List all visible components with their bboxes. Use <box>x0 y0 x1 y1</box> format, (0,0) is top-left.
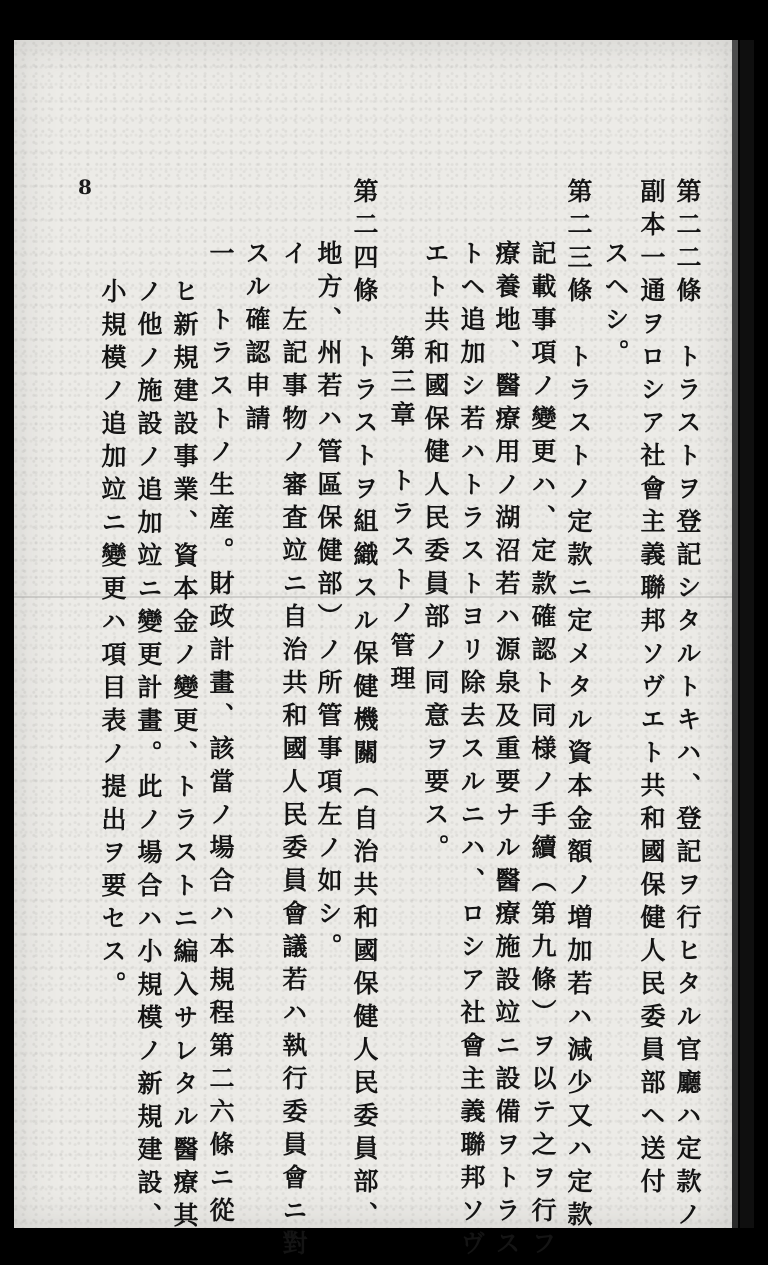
text-column-17: 小規模ノ追加竝ニ變更ハ項目表ノ提出ヲ要セス。 <box>98 278 127 1004</box>
text-column-12: イ 左記事物ノ審査竝ニ自治共和國人民委員會議若ハ執行委員會ニ對 <box>279 240 308 1263</box>
text-column-7: トヘ追加シ若ハトラストヨリ除去スルニハ、ロシア社會主義聯邦ソヴ <box>457 240 486 1263</box>
text-column-1: 第二二條 トラストヲ登記シタルトキハ、登記ヲ行ヒタル官廳ハ定款ノ <box>673 178 702 1234</box>
page-number: 8 <box>78 175 92 199</box>
book-spine-edge <box>732 40 738 1228</box>
text-column-2: 副本一通ヲロシア社會主義聯邦ソヴエト共和國保健人民委員部ヘ送付 <box>637 178 666 1201</box>
text-column-6: 療養地、醫療用ノ湖沼若ハ源泉及重要ナル醫療施設竝ニ設備ヲトラス <box>492 240 521 1263</box>
text-column-13: スル確認申請 <box>242 240 271 438</box>
text-column-15: ヒ新規建設事業、資本金ノ變更、トラストニ編入サレタル醫療其 <box>170 278 199 1235</box>
text-column-10: 第二四條 トラストヲ組織スル保健機關（自治共和國保健人民委員部、 <box>350 178 379 1234</box>
text-column-3: スヘシ。 <box>601 240 630 372</box>
chapter-heading: 第三章 トラストノ管理 <box>387 335 416 698</box>
text-column-16: ノ他ノ施設ノ追加竝ニ變更計畫。此ノ場合ハ小規模ノ新規建設、 <box>134 278 163 1235</box>
text-column-11: 地方、州若ハ管區保健部）ノ所管事項左ノ如シ。 <box>314 240 343 966</box>
book-spine-shadow <box>740 40 754 1228</box>
text-column-4: 第二三條 トラストノ定款ニ定メタル資本金額ノ増加若ハ減少又ハ定款 <box>564 178 593 1234</box>
text-column-5: 記載事項ノ變更ハ、定款確認ト同様ノ手續（第九條）ヲ以テ之ヲ行フ <box>528 240 557 1263</box>
text-column-14: 一 トラストノ生産。財政計畫、該當ノ場合ハ本規程第二六條ニ從 <box>206 240 235 1230</box>
text-column-8: エト共和國保健人民委員部ノ同意ヲ要ス。 <box>421 240 450 867</box>
